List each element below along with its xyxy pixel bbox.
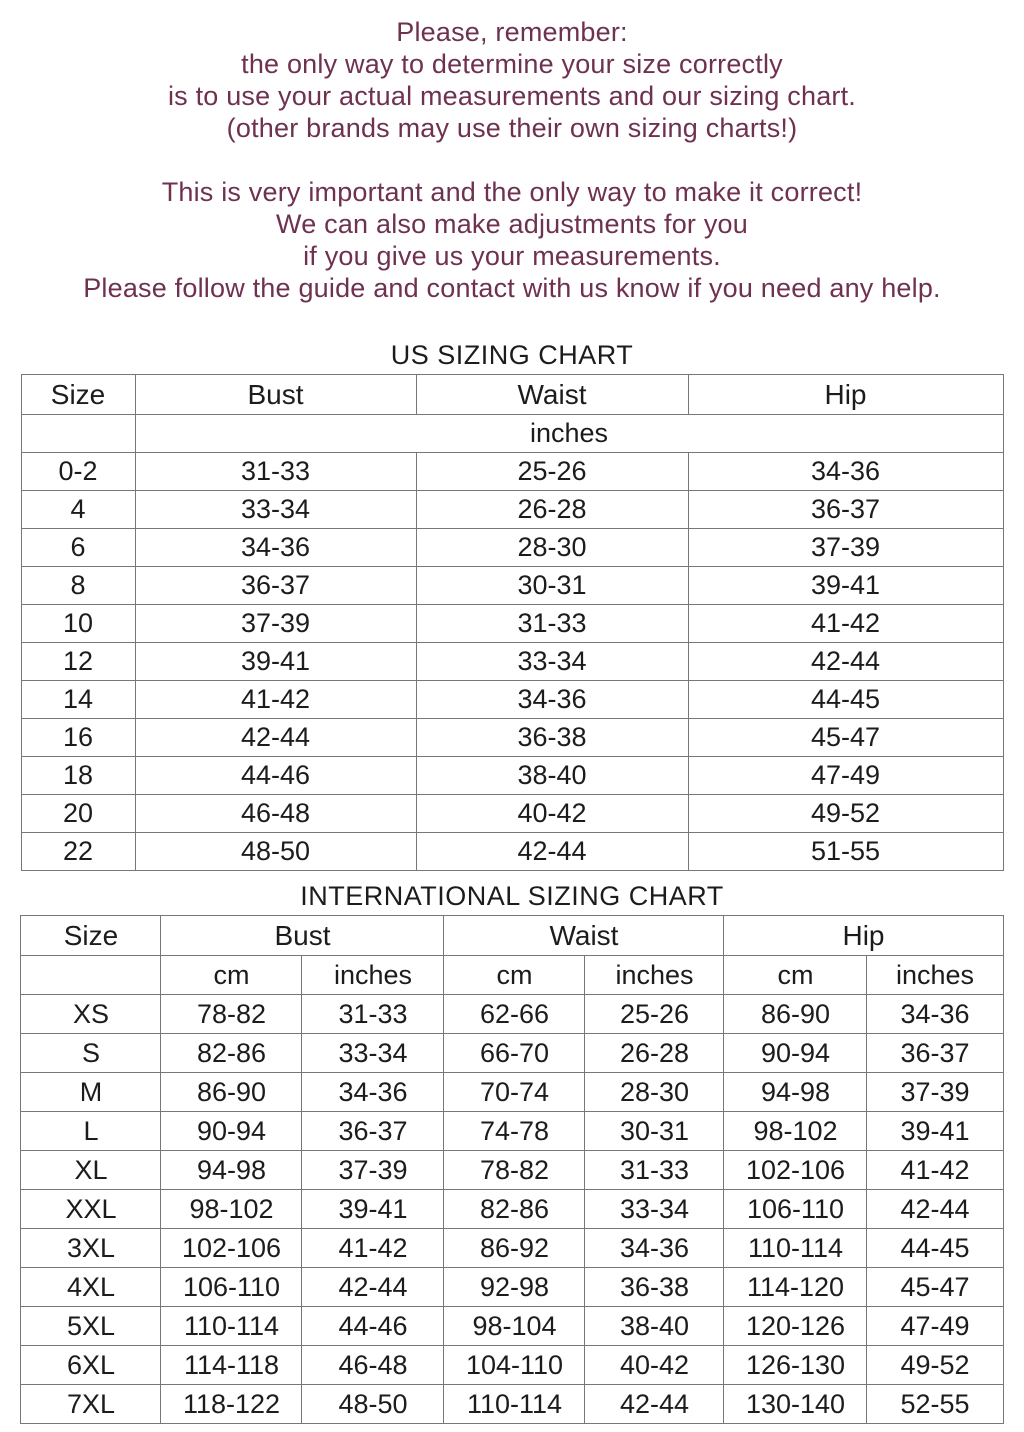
table-cell: 94-98 <box>161 1151 302 1190</box>
table-cell: 120-126 <box>724 1307 867 1346</box>
table-cell: 86-90 <box>161 1073 302 1112</box>
intro-line: We can also make adjustments for you <box>276 209 748 239</box>
table-cell: 28-30 <box>585 1073 724 1112</box>
table-cell: 90-94 <box>161 1112 302 1151</box>
table-cell: 42-44 <box>585 1385 724 1424</box>
intl-header-hip: Hip <box>724 916 1003 956</box>
table-row <box>21 995 1003 1034</box>
table-cell: 8 <box>21 567 135 605</box>
table-cell: 47-49 <box>688 757 1003 795</box>
intl-subheader-cm: cm <box>444 956 585 995</box>
table-row <box>21 567 1003 605</box>
table-cell: 104-110 <box>444 1346 585 1385</box>
table-cell: 10 <box>21 605 135 643</box>
table-cell: 70-74 <box>444 1073 585 1112</box>
table-row <box>21 605 1003 643</box>
intro-line: Please, remember: <box>396 17 628 47</box>
table-cell: 114-120 <box>724 1268 867 1307</box>
table-cell: 34-36 <box>867 995 1003 1034</box>
table-cell: 30-31 <box>416 567 688 605</box>
table-cell: 74-78 <box>444 1112 585 1151</box>
table-cell: 37-39 <box>135 605 416 643</box>
table-cell: 41-42 <box>302 1229 444 1268</box>
table-cell: 90-94 <box>724 1034 867 1073</box>
table-cell: 6XL <box>21 1346 161 1385</box>
table-cell: 42-44 <box>688 643 1003 681</box>
table-cell: 126-130 <box>724 1346 867 1385</box>
table-cell: 0-2 <box>21 453 135 491</box>
table-row <box>21 1112 1003 1151</box>
table-cell: 42-44 <box>416 833 688 871</box>
table-cell: 45-47 <box>867 1268 1003 1307</box>
table-cell: 78-82 <box>161 995 302 1034</box>
table-row <box>21 1034 1003 1073</box>
table-cell: 41-42 <box>135 681 416 719</box>
table-cell: L <box>21 1112 161 1151</box>
table-row <box>21 1073 1003 1112</box>
table-cell: 31-33 <box>416 605 688 643</box>
table-cell: 42-44 <box>135 719 416 757</box>
intro-blank-line <box>0 144 1024 176</box>
table-cell: 33-34 <box>416 643 688 681</box>
table-cell: 46-48 <box>302 1346 444 1385</box>
table-row <box>21 795 1003 833</box>
table-cell: 12 <box>21 643 135 681</box>
table-cell: 42-44 <box>302 1268 444 1307</box>
table-cell: 20 <box>21 795 135 833</box>
table-cell: 41-42 <box>867 1151 1003 1190</box>
table-cell: 48-50 <box>135 833 416 871</box>
table-cell: 44-46 <box>302 1307 444 1346</box>
intro-line: Please follow the guide and contact with us know if you need any help. <box>83 273 941 303</box>
table-cell: 39-41 <box>688 567 1003 605</box>
table-row <box>21 1190 1003 1229</box>
table-cell: M <box>21 1073 161 1112</box>
table-cell: 38-40 <box>585 1307 724 1346</box>
intl-header-bust: Bust <box>161 916 444 956</box>
table-cell: 52-55 <box>867 1385 1003 1424</box>
us-header-waist: Waist <box>416 375 688 415</box>
table-cell: 22 <box>21 833 135 871</box>
table-cell: 110-114 <box>444 1385 585 1424</box>
table-cell: 36-37 <box>302 1112 444 1151</box>
table-cell: 40-42 <box>416 795 688 833</box>
intl-header-row <box>21 916 1003 956</box>
table-cell: 25-26 <box>416 453 688 491</box>
us-header-size: Size <box>21 375 135 415</box>
table-cell: 92-98 <box>444 1268 585 1307</box>
table-cell: 25-26 <box>585 995 724 1034</box>
table-cell: XS <box>21 995 161 1034</box>
intro-line: This is very important and the only way to make it correct! <box>161 177 863 207</box>
table-cell: 5XL <box>21 1307 161 1346</box>
table-row <box>21 681 1003 719</box>
table-cell: 106-110 <box>161 1268 302 1307</box>
intl-header-size: Size <box>21 916 161 956</box>
intl-subheader-cm: cm <box>724 956 867 995</box>
table-row <box>21 643 1003 681</box>
table-cell: 34-36 <box>585 1229 724 1268</box>
table-cell: 49-52 <box>867 1346 1003 1385</box>
table-cell: 36-37 <box>867 1034 1003 1073</box>
table-cell: 62-66 <box>444 995 585 1034</box>
table-cell: 34-36 <box>135 529 416 567</box>
intl-subheader-row <box>21 956 1003 995</box>
table-cell: 37-39 <box>302 1151 444 1190</box>
table-cell: 44-46 <box>135 757 416 795</box>
table-cell: 33-34 <box>135 491 416 529</box>
us-header-hip: Hip <box>688 375 1003 415</box>
intl-subheader-inches: inches <box>585 956 724 995</box>
intl-header-waist: Waist <box>444 916 724 956</box>
table-cell: 130-140 <box>724 1385 867 1424</box>
table-cell: 51-55 <box>688 833 1003 871</box>
table-cell: 44-45 <box>867 1229 1003 1268</box>
empty-cell <box>21 415 135 453</box>
intl-sizing-table <box>20 915 1003 1424</box>
table-cell: 98-104 <box>444 1307 585 1346</box>
table-row <box>21 833 1003 871</box>
us-chart-title: US SIZING CHART <box>390 340 634 370</box>
table-row <box>21 1229 1003 1268</box>
table-cell: 4XL <box>21 1268 161 1307</box>
table-cell: 94-98 <box>724 1073 867 1112</box>
table-cell: 33-34 <box>585 1190 724 1229</box>
table-cell: 49-52 <box>688 795 1003 833</box>
table-cell: 6 <box>21 529 135 567</box>
table-row <box>21 1307 1003 1346</box>
us-unit-label: inches <box>135 415 1003 453</box>
table-cell: 37-39 <box>688 529 1003 567</box>
table-cell: 98-102 <box>724 1112 867 1151</box>
table-cell: 33-34 <box>302 1034 444 1073</box>
table-cell: 44-45 <box>688 681 1003 719</box>
table-cell: 47-49 <box>867 1307 1003 1346</box>
intro-line: (other brands may use their own sizing charts!) <box>226 113 798 143</box>
table-row <box>21 1346 1003 1385</box>
intro-line: if you give us your measurements. <box>303 241 721 271</box>
intro-line: is to use your actual measurements and our sizing chart. <box>167 81 857 111</box>
table-row <box>21 1385 1003 1424</box>
table-cell: 102-106 <box>724 1151 867 1190</box>
table-row <box>21 1151 1003 1190</box>
intl-subheader-cm: cm <box>161 956 302 995</box>
us-sizing-table <box>21 374 1004 871</box>
table-cell: S <box>21 1034 161 1073</box>
intl-chart-title: INTERNATIONAL SIZING CHART <box>300 881 724 911</box>
table-cell: 14 <box>21 681 135 719</box>
table-cell: 46-48 <box>135 795 416 833</box>
table-cell: 110-114 <box>161 1307 302 1346</box>
intl-subheader-inches: inches <box>867 956 1003 995</box>
us-header-row <box>21 375 1003 415</box>
table-row <box>21 491 1003 529</box>
table-cell: 31-33 <box>585 1151 724 1190</box>
table-row <box>21 1268 1003 1307</box>
table-cell: 34-36 <box>302 1073 444 1112</box>
table-cell: 82-86 <box>161 1034 302 1073</box>
table-cell: 36-38 <box>416 719 688 757</box>
table-cell: 18 <box>21 757 135 795</box>
table-cell: 39-41 <box>302 1190 444 1229</box>
table-cell: 86-90 <box>724 995 867 1034</box>
table-cell: 36-37 <box>135 567 416 605</box>
table-cell: 37-39 <box>867 1073 1003 1112</box>
table-cell: 106-110 <box>724 1190 867 1229</box>
us-header-bust: Bust <box>135 375 416 415</box>
table-cell: 110-114 <box>724 1229 867 1268</box>
table-cell: 31-33 <box>135 453 416 491</box>
intro-text <box>0 0 1024 304</box>
table-cell: 4 <box>21 491 135 529</box>
table-cell: 36-38 <box>585 1268 724 1307</box>
table-cell: 7XL <box>21 1385 161 1424</box>
table-cell: 40-42 <box>585 1346 724 1385</box>
table-cell: 34-36 <box>688 453 1003 491</box>
table-cell: 82-86 <box>444 1190 585 1229</box>
intro-line: the only way to determine your size correctly <box>241 49 783 79</box>
table-row <box>21 757 1003 795</box>
table-cell: XL <box>21 1151 161 1190</box>
table-cell: 78-82 <box>444 1151 585 1190</box>
us-unit-row <box>21 415 1003 453</box>
table-cell: 38-40 <box>416 757 688 795</box>
table-row <box>21 719 1003 757</box>
table-row <box>21 529 1003 567</box>
table-cell: 30-31 <box>585 1112 724 1151</box>
table-cell: 3XL <box>21 1229 161 1268</box>
empty-cell <box>21 956 161 995</box>
table-row <box>21 453 1003 491</box>
table-cell: 26-28 <box>585 1034 724 1073</box>
table-cell: 86-92 <box>444 1229 585 1268</box>
intl-subheader-inches: inches <box>302 956 444 995</box>
table-cell: 16 <box>21 719 135 757</box>
table-cell: 36-37 <box>688 491 1003 529</box>
table-cell: 26-28 <box>416 491 688 529</box>
table-cell: 34-36 <box>416 681 688 719</box>
table-cell: 66-70 <box>444 1034 585 1073</box>
table-cell: 39-41 <box>135 643 416 681</box>
table-cell: XXL <box>21 1190 161 1229</box>
table-cell: 98-102 <box>161 1190 302 1229</box>
table-cell: 114-118 <box>161 1346 302 1385</box>
table-cell: 48-50 <box>302 1385 444 1424</box>
table-cell: 42-44 <box>867 1190 1003 1229</box>
table-cell: 39-41 <box>867 1112 1003 1151</box>
table-cell: 41-42 <box>688 605 1003 643</box>
table-cell: 31-33 <box>302 995 444 1034</box>
table-cell: 28-30 <box>416 529 688 567</box>
table-cell: 118-122 <box>161 1385 302 1424</box>
table-cell: 102-106 <box>161 1229 302 1268</box>
table-cell: 45-47 <box>688 719 1003 757</box>
